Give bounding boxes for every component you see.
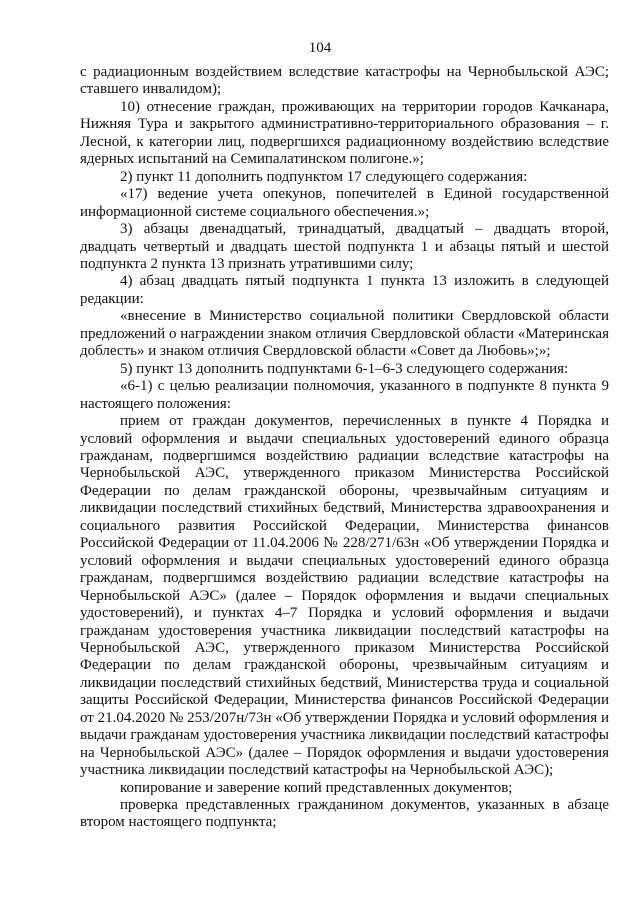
paragraph: 2) пункт 11 дополнить подпунктом 17 следующего содержания: xyxy=(120,168,528,185)
paragraph: прием от граждан документов, перечисленных в пункте 4 Порядка и условий оформления и выдачи специальных удостоверений единого образца гражданам, подвергшимся воздействию радиации вследствие катастрофы на Чернобыльской АЭС, утвержденного приказом Министерства Российской Федерации по делам гражданской обороны, чрезвычайным ситуациям и ликвидации последствий стихийных бедствий, Министерства здравоохранения и социального развития Российской Федерации, Министерства финансов Российской Федерации от 11.04.2006 № 228/271/63н «Об утверждении Порядка и условий оформления и выдачи специальных удостоверений единого образца гражданам, подвергшимся воздействию радиации вследствие катастрофы на Чернобыльской АЭС» (далее – Порядок оформления и выдачи специальных удостоверений), и пунктах 4–7 Порядка и условий оформления и выдачи гражданам удостоверения участника ликвидации последствий катастрофы на Чернобыльской АЭС, утвержденного приказом Министерства Российской Федерации по делам гражданской обороны, чрезвычайным ситуациям и ликвидации последствий стихийных бедствий, Министерства труда и социальной защиты Российской Федерации, Министерства финансов Российской Федерации от 21.04.2020 № 253/207н/73н «Об утверждении Порядка и условий оформления и выдачи гражданам удостоверения участника ликвидации последствий катастрофы на Чернобыльской АЭС» (далее – Порядок оформления и выдачи удостоверения участника ликвидации последствий катастрофы на Чернобыльской АЭС); xyxy=(80,413,609,779)
paragraph: 3) абзацы двенадцатый, тринадцатый, двадцатый – двадцать второй, двадцать четвертый и двадцать шестой подпункта 1 и абзацы пятый и шестой подпункта 2 пункта 13 признать утратившими силу; xyxy=(80,221,609,272)
paragraph: 10) отнесение граждан, проживающих на территории городов Качканара, Нижняя Тура и закрытого административно-территориального образования – г. Лесной, к категории лиц, подвергшихся радиационному воздействию вследствие ядерных испытаний на Семипалатинском полигоне.»; xyxy=(80,98,609,168)
paragraph: с радиационным воздействием вследствие катастрофы на Чернобыльской АЭС; ставшего инвалидом); xyxy=(80,64,609,98)
paragraph: «6-1) с целью реализации полномочия, указанного в подпункте 8 пункта 9 настоящего положения: xyxy=(80,378,609,412)
document-body xyxy=(80,64,609,832)
paragraph: 4) абзац двадцать пятый подпункта 1 пункта 13 изложить в следующей редакции: xyxy=(80,273,609,307)
page-number: 104 xyxy=(308,40,332,56)
paragraph: «17) ведение учета опекунов, попечителей в Единой государственной информационной системе социального обеспечения.»; xyxy=(80,186,609,220)
paragraph: копирование и заверение копий представленных документов; xyxy=(120,779,513,796)
paragraph: «внесение в Министерство социальной политики Свердловской области предложений о награждении знаком отличия Свердловской области «Материнская доблесть» и знаком отличия Свердловской области «Совет да Любовь»;»; xyxy=(80,308,609,360)
paragraph: проверка представленных гражданином документов, указанных в абзаце втором настоящего подпункта; xyxy=(80,797,609,831)
paragraph: 5) пункт 13 дополнить подпунктами 6-1–6-3 следующего содержания: xyxy=(120,360,569,377)
